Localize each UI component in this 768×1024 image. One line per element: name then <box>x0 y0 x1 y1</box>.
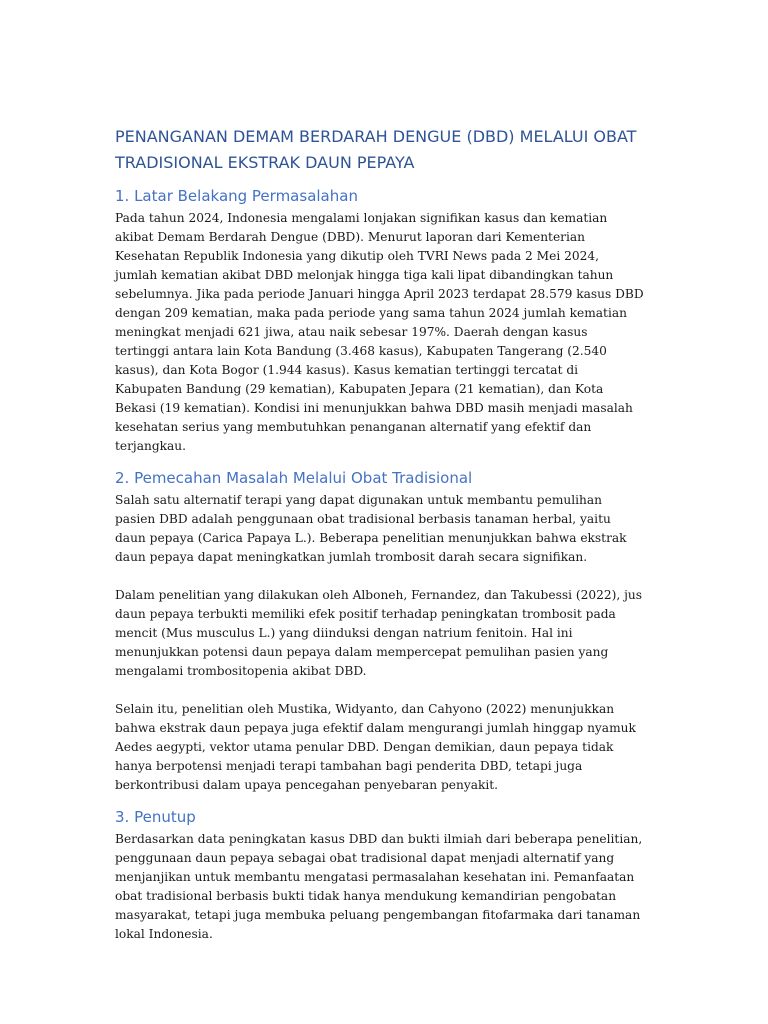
document-title: PENANGANAN DEMAM BERDARAH DENGUE (DBD) MELALUI OBAT TRADISIONAL EKSTRAK DAUN PEPAYA <box>115 127 637 172</box>
section-penutup <box>115 806 645 944</box>
paragraph: Salah satu alternatif terapi yang dapat digunakan untuk membantu pemulihan pasien DBD adalah penggunaan obat tradisional berbasis tanaman herbal, yaitu daun pepaya (Carica Papaya L.). Beberapa penelitian menunjukkan bahwa ekstrak daun pepaya dapat meningkatkan jumlah trombosit darah secara signifikan. <box>115 493 627 564</box>
paragraph: Pada tahun 2024, Indonesia mengalami lonjakan signifikan kasus dan kematian akibat Demam Berdarah Dengue (DBD). Menurut laporan dari Kementerian Kesehatan Republik Indonesia yang dikutip oleh TVRI News pada 2 Mei 2024, jumlah kematian akibat DBD melonjak hingga tiga kali lipat dibandingkan tahun sebelumnya. Jika pada periode Januari hingga April 2023 terdapat 28.579 kasus DBD dengan 209 kematian, maka pada periode yang sama tahun 2024 jumlah kematian meningkat menjadi 621 jiwa, atau naik sebesar 197%. Daerah dengan kasus tertinggi antara lain Kota Bandung (3.468 kasus), Kabupaten Tangerang (2.540 kasus), dan Kota Bogor (1.944 kasus). Kasus kematian tertinggi tercatat di Kabupaten Bandung (29 kematian), Kabupaten Jepara (21 kematian), dan Kota Bekasi (19 kematian). Kondisi ini menunjukkan bahwa DBD masih menjadi masalah kesehatan serius yang membutuhkan penanganan alternatif yang efektif dan terjangkau. <box>115 211 644 453</box>
section-pemecahan-masalah <box>115 467 645 795</box>
section-latar-belakang <box>115 185 645 456</box>
section-heading: 3. Penutup <box>115 808 196 826</box>
section-heading: 2. Pemecahan Masalah Melalui Obat Tradisional <box>115 469 473 487</box>
paragraph: Berdasarkan data peningkatan kasus DBD dan bukti ilmiah dari beberapa penelitian, penggunaan daun pepaya sebagai obat tradisional dapat menjadi alternatif yang menjanjikan untuk membantu mengatasi permasalahan kesehatan ini. Pemanfaatan obat tradisional berbasis bukti tidak hanya mendukung kemandirian pengobatan masyarakat, tetapi juga membuka peluang pengembangan fitofarmaka dari tanaman lokal Indonesia. <box>115 832 643 941</box>
document-page <box>115 124 645 955</box>
paragraph: Selain itu, penelitian oleh Mustika, Widyanto, dan Cahyono (2022) menunjukkan bahwa ekstrak daun pepaya juga efektif dalam mengurangi jumlah hinggap nyamuk Aedes aegypti, vektor utama penular DBD. Dengan demikian, daun pepaya tidak hanya berpotensi menjadi terapi tambahan bagi penderita DBD, tetapi juga berkontribusi dalam upaya pencegahan penyebaran penyakit. <box>115 702 636 792</box>
section-heading: 1. Latar Belakang Permasalahan <box>115 187 358 205</box>
paragraph: Dalam penelitian yang dilakukan oleh Alboneh, Fernandez, dan Takubessi (2022), jus daun pepaya terbukti memiliki efek positif terhadap peningkatan trombosit pada mencit (Mus musculus L.) yang diinduksi dengan natrium fenitoin. Hal ini menunjukkan potensi daun pepaya dalam mempercepat pemulihan pasien yang mengalami trombositopenia akibat DBD. <box>115 588 643 678</box>
